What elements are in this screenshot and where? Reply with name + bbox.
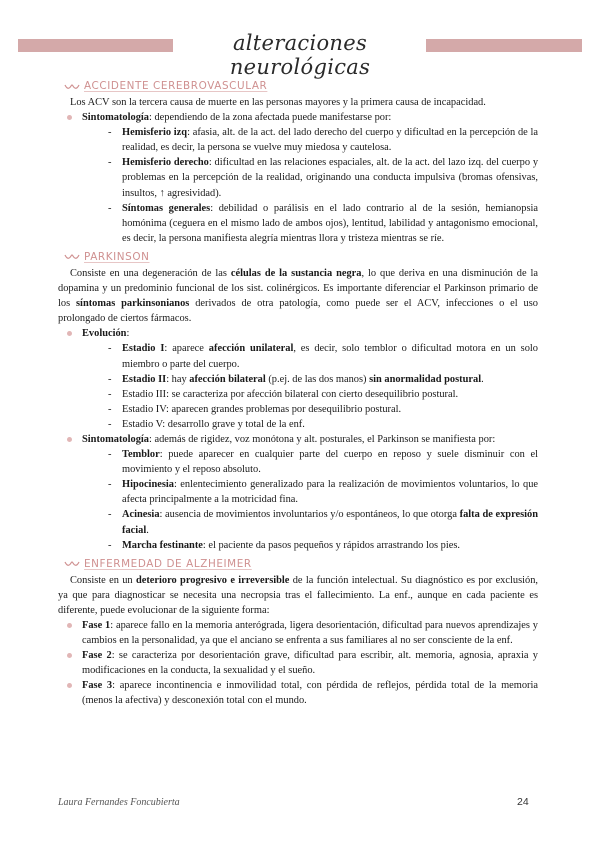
estadio-2: - Estadio II: hay afección bilateral (p.ej. de las dos manos) sin anormalidad postural.	[108, 373, 484, 385]
alzheimer-fase-3: Fase 3: aparece incontinencia e inmovilidad total, con pérdida de reflejos, pérdida total de la memoria (menos la afectiva) y desconexión total con el mundo.	[58, 678, 538, 708]
bullet-icon	[67, 653, 72, 658]
title-banner	[0, 31, 600, 79]
alzheimer-fase-1: Fase 1: aparece fallo en la memoria anterógrada, ligera desorientación, dificultad para nuevos aprendizajes y cambios en la personalidad, ya que el anciano se enfrenta a sus familiares al no ser consciente de la enf.	[58, 618, 538, 648]
acv-item-sintomas-generales: - Síntomas generales: debilidad o parálisis en el lado contrario al de la sesión, hemianopsia homónima (ceguera en el mismo lado de ambos ojos), lentitud, labilidad y antagonismo emocional, es decir, la persona manifiesta alegría mientras llora y tristeza mientras se ríe.	[108, 202, 538, 244]
title-bar-right	[426, 39, 582, 52]
sintoma-temblor: - Temblor: puede aparecer en cualquier parte del cuerpo en reposo y suele disminuir con el movimiento y el reposo absoluto.	[108, 449, 538, 476]
page-title: alteraciones neurológicas	[229, 31, 371, 79]
title-bar-left	[18, 39, 173, 52]
estadio-3: - Estadio III: se caracteriza por afección bilateral con cierto desequilibrio postural.	[108, 388, 459, 400]
estadio-4: - Estadio IV: aparecen grandes problemas por desequilibrio postural.	[108, 403, 402, 415]
alzheimer-intro: Consiste en un deterioro progresivo e irreversible de la función intelectual. Su diagnóstico es por exclusión, ya que para diagnosticar se necesita una necropsia tras el fallecimiento. La enf., aunque en cada paciente es diferente, puede evolucionar de la siguiente forma:	[58, 574, 538, 616]
section-heading-text: ACCIDENTE CEREBROVASCULAR	[84, 80, 268, 92]
swirl-icon	[64, 83, 80, 91]
acv-item-hemisferio-derecho: - Hemisferio derecho: dificultad en las relaciones espaciales, alt. de la act. del lazo izq. del cuerpo y problemas en la percepción de la realidad, originando una conducta impulsiva (bromas ofensivas, insultos, ↑ agresividad).	[108, 157, 539, 199]
estadio-1: - Estadio I: aparece afección unilateral, es decir, solo temblor o dificultad motora en un solo miembro o parte del cuerpo.	[108, 343, 538, 370]
section-heading-acv	[64, 78, 538, 95]
estadio-5: - Estadio V: desarrollo grave y total de la enf.	[108, 418, 305, 430]
bullet-icon	[67, 437, 72, 442]
sintoma-marcha-festinante: - Marcha festinante: el paciente da pasos pequeños y rápidos arrastrando los pies.	[108, 539, 460, 551]
acv-sintomatologia: Sintomatología: dependiendo de la zona afectada puede manifestarse por:	[58, 110, 538, 125]
swirl-icon	[64, 560, 80, 568]
alzheimer-fase-2: Fase 2: se caracteriza por desorientación grave, dificultad para escribir, alt. memoria, agnosia, apraxia y modificaciones en la conducta, la sexualidad y el sueño.	[58, 648, 538, 678]
content	[58, 78, 538, 709]
section-heading-text: ENFERMEDAD DE ALZHEIMER	[84, 557, 252, 570]
swirl-icon	[64, 253, 80, 261]
section-heading-alzheimer	[64, 556, 538, 573]
parkinson-intro: Consiste en una degeneración de las células de la sustancia negra, lo que deriva en una disminución de la dopamina y un predominio funcional de los sist. colinérgicos. Es importante diferenciar el Parkinson primario de los síntomas parkinsonianos derivados de otra patología, como puede ser el ACV, infecciones o el uso prolongado de ciertos fármacos.	[58, 267, 538, 325]
sintoma-hipocinesia: - Hipocinesia: enlentecimiento generalizado para la realización de movimientos voluntarios, lo que afecta principalmente a la motricidad fina.	[108, 479, 538, 506]
bullet-icon	[67, 623, 72, 628]
bullet-icon	[67, 331, 72, 336]
bullet-icon	[67, 683, 72, 688]
acv-intro: Los ACV son la tercera causa de muerte en las personas mayores y la primera causa de incapacidad.	[70, 97, 486, 108]
sintoma-acinesia: - Acinesia: ausencia de movimientos involuntarios y/o espontáneos, lo que otorga falta de expresión facial.	[108, 509, 539, 536]
section-heading-text: PARKINSON	[84, 250, 150, 263]
parkinson-sintomatologia: Sintomatología: además de rigidez, voz monótona y alt. posturales, el Parkinson se manifiesta por:	[58, 432, 538, 447]
parkinson-evolucion: Evolución:	[58, 326, 538, 341]
bullet-icon	[67, 115, 72, 120]
acv-item-hemisferio-izq: - Hemisferio izq: afasia, alt. de la act. del lado derecho del cuerpo y dificultad en la percepción de la realidad, es decir, la persona se vuelve muy miedosa y cautelosa.	[108, 127, 539, 154]
footer-author: Laura Fernandes Foncubierta	[58, 797, 180, 808]
page-number: 24	[517, 796, 529, 808]
section-heading-parkinson	[64, 249, 538, 266]
